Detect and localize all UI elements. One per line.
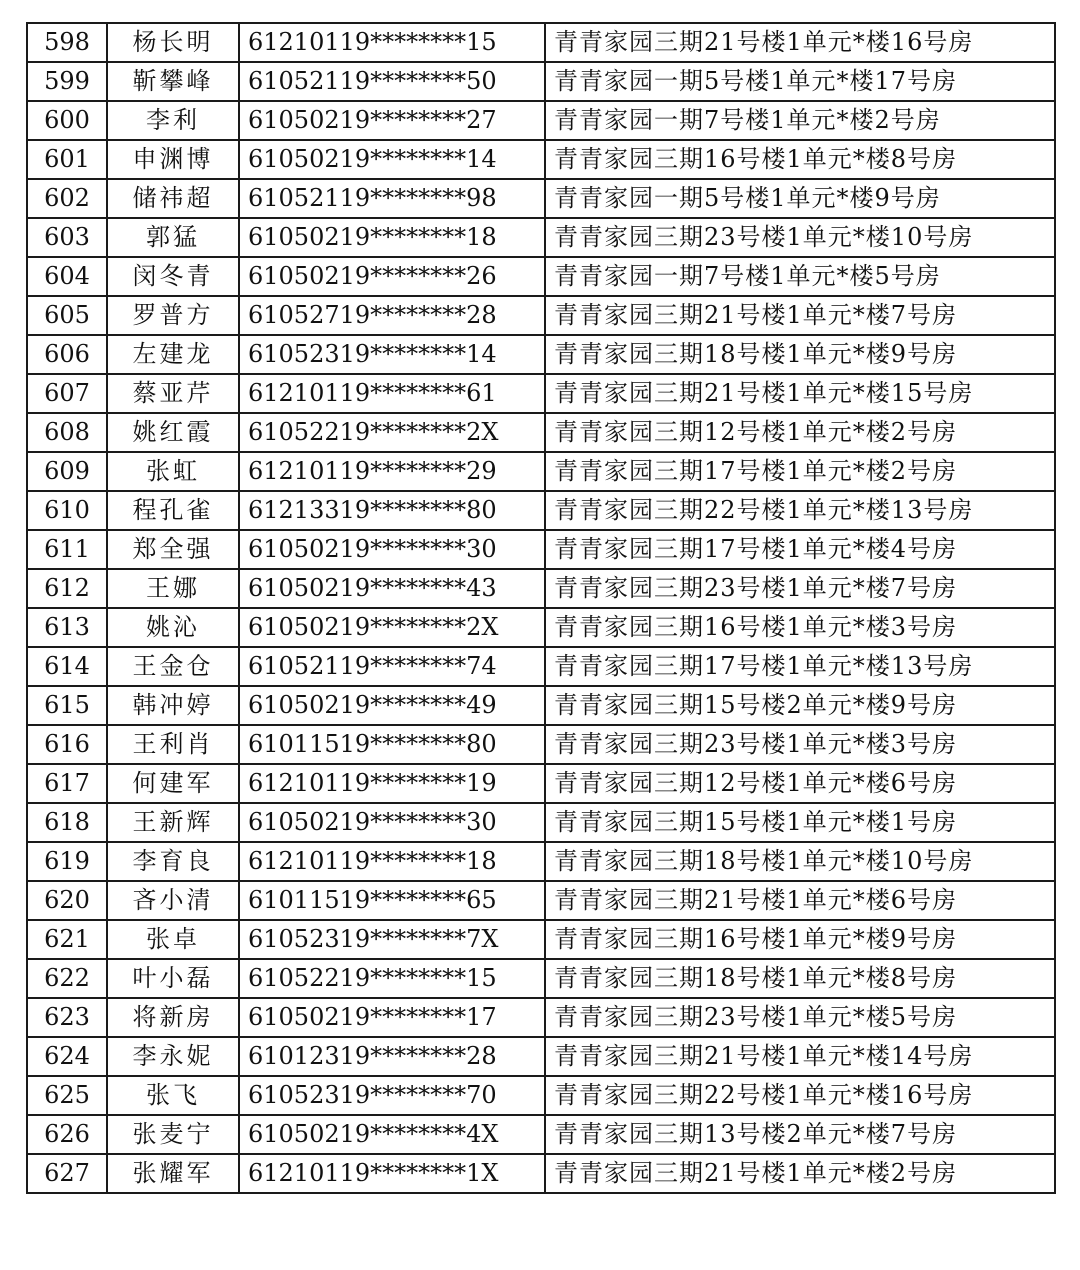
row-number-cell: 627	[27, 1154, 107, 1193]
table-row	[27, 413, 1055, 452]
table-row	[27, 62, 1055, 101]
row-number-cell: 617	[27, 764, 107, 803]
name-cell: 吝小清	[107, 881, 239, 920]
table-row	[27, 179, 1055, 218]
name-cell: 杨长明	[107, 23, 239, 62]
name-cell: 何建军	[107, 764, 239, 803]
row-number-cell: 615	[27, 686, 107, 725]
id-number-cell: 61050219********43	[239, 569, 545, 608]
roster-table-body	[27, 23, 1055, 1193]
table-row	[27, 842, 1055, 881]
name-cell: 罗普方	[107, 296, 239, 335]
name-cell: 王新辉	[107, 803, 239, 842]
table-row	[27, 998, 1055, 1037]
name-cell: 王利肖	[107, 725, 239, 764]
id-number-cell: 61050219********17	[239, 998, 545, 1037]
address-cell: 青青家园三期15号楼2单元*楼9号房	[545, 686, 1055, 725]
id-number-cell: 61050219********30	[239, 530, 545, 569]
table-row	[27, 296, 1055, 335]
address-cell: 青青家园三期23号楼1单元*楼5号房	[545, 998, 1055, 1037]
table-row	[27, 647, 1055, 686]
row-number-cell: 620	[27, 881, 107, 920]
id-number-cell: 61210119********1X	[239, 1154, 545, 1193]
row-number-cell: 613	[27, 608, 107, 647]
table-row	[27, 101, 1055, 140]
row-number-cell: 614	[27, 647, 107, 686]
table-row	[27, 1154, 1055, 1193]
table-row	[27, 374, 1055, 413]
id-number-cell: 61011519********80	[239, 725, 545, 764]
row-number-cell: 602	[27, 179, 107, 218]
row-number-cell: 624	[27, 1037, 107, 1076]
table-row	[27, 257, 1055, 296]
address-cell: 青青家园三期23号楼1单元*楼10号房	[545, 218, 1055, 257]
address-cell: 青青家园一期7号楼1单元*楼2号房	[545, 101, 1055, 140]
name-cell: 左建龙	[107, 335, 239, 374]
address-cell: 青青家园三期21号楼1单元*楼7号房	[545, 296, 1055, 335]
row-number-cell: 625	[27, 1076, 107, 1115]
id-number-cell: 61210119********61	[239, 374, 545, 413]
id-number-cell: 61213319********80	[239, 491, 545, 530]
table-row	[27, 530, 1055, 569]
address-cell: 青青家园三期16号楼1单元*楼3号房	[545, 608, 1055, 647]
address-cell: 青青家园三期21号楼1单元*楼6号房	[545, 881, 1055, 920]
id-number-cell: 61050219********4X	[239, 1115, 545, 1154]
table-row	[27, 218, 1055, 257]
id-number-cell: 61011519********65	[239, 881, 545, 920]
table-row	[27, 491, 1055, 530]
table-row	[27, 335, 1055, 374]
id-number-cell: 61052319********14	[239, 335, 545, 374]
id-number-cell: 61050219********30	[239, 803, 545, 842]
row-number-cell: 623	[27, 998, 107, 1037]
id-number-cell: 61052219********15	[239, 959, 545, 998]
name-cell: 靳攀峰	[107, 62, 239, 101]
address-cell: 青青家园三期21号楼1单元*楼16号房	[545, 23, 1055, 62]
name-cell: 王娜	[107, 569, 239, 608]
row-number-cell: 611	[27, 530, 107, 569]
name-cell: 王金仓	[107, 647, 239, 686]
id-number-cell: 61052319********70	[239, 1076, 545, 1115]
table-row	[27, 1115, 1055, 1154]
name-cell: 程孔雀	[107, 491, 239, 530]
address-cell: 青青家园一期5号楼1单元*楼17号房	[545, 62, 1055, 101]
address-cell: 青青家园三期13号楼2单元*楼7号房	[545, 1115, 1055, 1154]
address-cell: 青青家园三期17号楼1单元*楼2号房	[545, 452, 1055, 491]
name-cell: 申渊博	[107, 140, 239, 179]
table-row	[27, 959, 1055, 998]
table-row	[27, 569, 1055, 608]
roster-sheet	[26, 22, 1054, 1194]
address-cell: 青青家园三期17号楼1单元*楼13号房	[545, 647, 1055, 686]
name-cell: 姚沁	[107, 608, 239, 647]
row-number-cell: 619	[27, 842, 107, 881]
row-number-cell: 603	[27, 218, 107, 257]
address-cell: 青青家园三期16号楼1单元*楼9号房	[545, 920, 1055, 959]
row-number-cell: 616	[27, 725, 107, 764]
name-cell: 张虹	[107, 452, 239, 491]
address-cell: 青青家园三期21号楼1单元*楼2号房	[545, 1154, 1055, 1193]
table-row	[27, 1076, 1055, 1115]
name-cell: 储祎超	[107, 179, 239, 218]
name-cell: 闵冬青	[107, 257, 239, 296]
id-number-cell: 61210119********29	[239, 452, 545, 491]
name-cell: 郭猛	[107, 218, 239, 257]
address-cell: 青青家园三期23号楼1单元*楼7号房	[545, 569, 1055, 608]
address-cell: 青青家园三期21号楼1单元*楼14号房	[545, 1037, 1055, 1076]
row-number-cell: 601	[27, 140, 107, 179]
row-number-cell: 609	[27, 452, 107, 491]
id-number-cell: 61052319********7X	[239, 920, 545, 959]
row-number-cell: 622	[27, 959, 107, 998]
name-cell: 李永妮	[107, 1037, 239, 1076]
address-cell: 青青家园三期22号楼1单元*楼13号房	[545, 491, 1055, 530]
row-number-cell: 606	[27, 335, 107, 374]
id-number-cell: 61052119********74	[239, 647, 545, 686]
table-row	[27, 452, 1055, 491]
id-number-cell: 61210119********15	[239, 23, 545, 62]
name-cell: 将新房	[107, 998, 239, 1037]
id-number-cell: 61052219********2X	[239, 413, 545, 452]
id-number-cell: 61050219********2X	[239, 608, 545, 647]
address-cell: 青青家园三期22号楼1单元*楼16号房	[545, 1076, 1055, 1115]
id-number-cell: 61210119********18	[239, 842, 545, 881]
id-number-cell: 61050219********14	[239, 140, 545, 179]
row-number-cell: 607	[27, 374, 107, 413]
id-number-cell: 61052119********98	[239, 179, 545, 218]
table-row	[27, 881, 1055, 920]
row-number-cell: 604	[27, 257, 107, 296]
id-number-cell: 61210119********19	[239, 764, 545, 803]
address-cell: 青青家园三期12号楼1单元*楼6号房	[545, 764, 1055, 803]
address-cell: 青青家园三期18号楼1单元*楼8号房	[545, 959, 1055, 998]
row-number-cell: 626	[27, 1115, 107, 1154]
name-cell: 姚红霞	[107, 413, 239, 452]
name-cell: 蔡亚芹	[107, 374, 239, 413]
id-number-cell: 61052719********28	[239, 296, 545, 335]
name-cell: 李利	[107, 101, 239, 140]
address-cell: 青青家园三期17号楼1单元*楼4号房	[545, 530, 1055, 569]
id-number-cell: 61050219********26	[239, 257, 545, 296]
row-number-cell: 605	[27, 296, 107, 335]
row-number-cell: 598	[27, 23, 107, 62]
address-cell: 青青家园三期15号楼1单元*楼1号房	[545, 803, 1055, 842]
row-number-cell: 618	[27, 803, 107, 842]
id-number-cell: 61012319********28	[239, 1037, 545, 1076]
address-cell: 青青家园三期16号楼1单元*楼8号房	[545, 140, 1055, 179]
name-cell: 叶小磊	[107, 959, 239, 998]
table-row	[27, 140, 1055, 179]
table-row	[27, 608, 1055, 647]
address-cell: 青青家园三期18号楼1单元*楼9号房	[545, 335, 1055, 374]
name-cell: 郑全强	[107, 530, 239, 569]
row-number-cell: 610	[27, 491, 107, 530]
id-number-cell: 61050219********18	[239, 218, 545, 257]
row-number-cell: 612	[27, 569, 107, 608]
table-row	[27, 23, 1055, 62]
address-cell: 青青家园三期23号楼1单元*楼3号房	[545, 725, 1055, 764]
row-number-cell: 600	[27, 101, 107, 140]
table-row	[27, 725, 1055, 764]
id-number-cell: 61052119********50	[239, 62, 545, 101]
name-cell: 韩冲婷	[107, 686, 239, 725]
address-cell: 青青家园一期7号楼1单元*楼5号房	[545, 257, 1055, 296]
roster-table	[26, 22, 1056, 1194]
name-cell: 张麦宁	[107, 1115, 239, 1154]
address-cell: 青青家园一期5号楼1单元*楼9号房	[545, 179, 1055, 218]
id-number-cell: 61050219********49	[239, 686, 545, 725]
address-cell: 青青家园三期18号楼1单元*楼10号房	[545, 842, 1055, 881]
id-number-cell: 61050219********27	[239, 101, 545, 140]
name-cell: 张卓	[107, 920, 239, 959]
row-number-cell: 608	[27, 413, 107, 452]
table-row	[27, 686, 1055, 725]
table-row	[27, 803, 1055, 842]
table-row	[27, 1037, 1055, 1076]
name-cell: 张耀军	[107, 1154, 239, 1193]
address-cell: 青青家园三期21号楼1单元*楼15号房	[545, 374, 1055, 413]
table-row	[27, 920, 1055, 959]
name-cell: 李育良	[107, 842, 239, 881]
name-cell: 张飞	[107, 1076, 239, 1115]
row-number-cell: 599	[27, 62, 107, 101]
row-number-cell: 621	[27, 920, 107, 959]
table-row	[27, 764, 1055, 803]
address-cell: 青青家园三期12号楼1单元*楼2号房	[545, 413, 1055, 452]
